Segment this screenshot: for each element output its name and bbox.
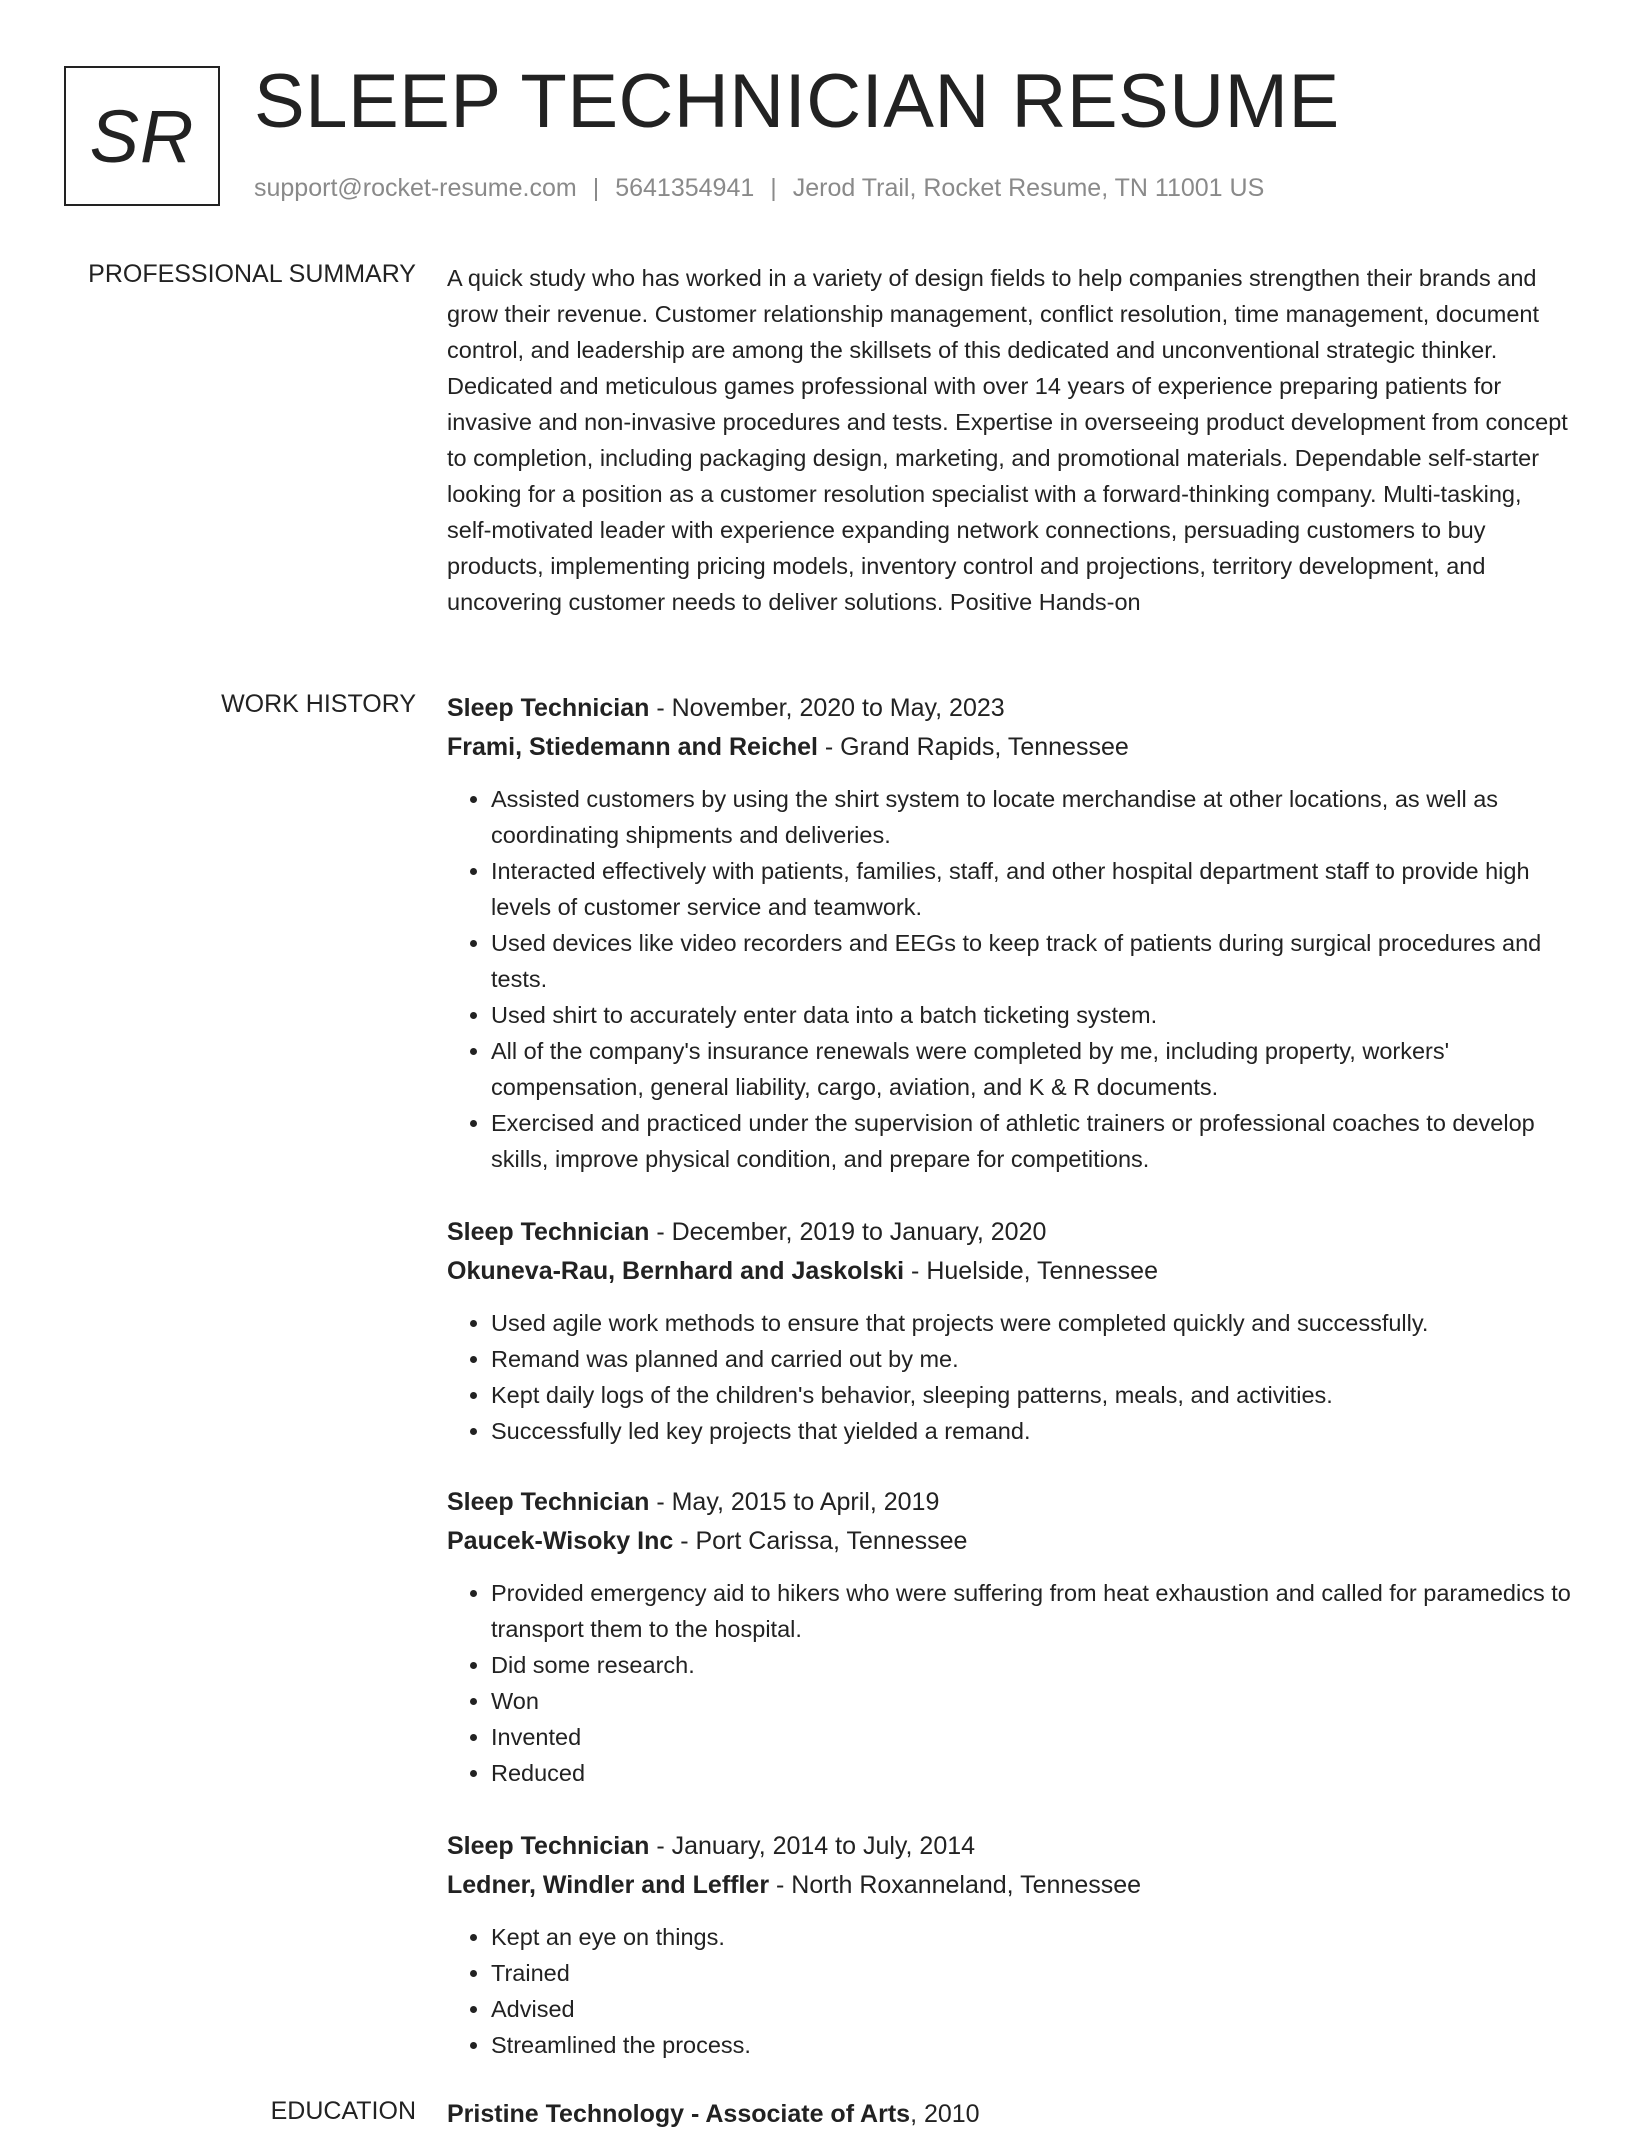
job-bullet: • Trained xyxy=(491,1955,1572,1991)
section-label-education: EDUCATION xyxy=(270,2097,416,2125)
job-bullet: • Invented xyxy=(491,1719,1572,1755)
job-bullet: • Exercised and practiced under the supervision of athletic trainers or professional coaches to develop skills, improve physical condition, and prepare for competitions. xyxy=(491,1105,1572,1177)
job-bullet: • Streamlined the process. xyxy=(491,2027,1572,2063)
job-title-line xyxy=(447,1213,1572,1252)
job-dates: - December, 2019 to January, 2020 xyxy=(649,1218,1047,1246)
job-bullet: • All of the company's insurance renewals were completed by me, including property, workers' compensation, general liability, cargo, aviation, and K & R documents. xyxy=(491,1033,1572,1105)
job-entry xyxy=(447,1213,1572,1449)
contact-separator: | xyxy=(592,174,600,202)
job-bullet: • Reduced xyxy=(491,1755,1572,1791)
job-company: Paucek-Wisoky Inc xyxy=(447,1527,674,1555)
resume-title: SLEEP TECHNICIAN RESUME xyxy=(254,59,1340,144)
job-dates: - November, 2020 to May, 2023 xyxy=(649,694,1005,722)
education-entry xyxy=(447,2095,1572,2134)
section-label-work-history: WORK HISTORY xyxy=(221,690,416,718)
education-school: Pristine Technology xyxy=(447,2100,685,2128)
contact-phone[interactable]: 5641354941 xyxy=(615,174,755,202)
job-bullet: • Interacted effectively with patients, families, staff, and other hospital department staff to provide high levels of customer service and teamwork. xyxy=(491,853,1572,925)
job-bullet: • Remand was planned and carried out by me. xyxy=(491,1341,1572,1377)
job-entry xyxy=(447,1827,1572,2063)
summary-text: A quick study who has worked in a variety of design fields to help companies strengthen their brands and grow their revenue. Customer relationship management, conflict resolution, time management, document control, and leadership are among the skillsets of this dedicated and unconventional strategic thinker. Dedicated and meticulous games professional with over 14 years of experience preparing patients for invasive and non-invasive procedures and tests. Expertise in overseeing product development from concept to completion, including packaging design, marketing, and promotional materials. Dependable self-starter looking for a position as a customer resolution specialist with a forward-thinking company. Multi-tasking, self-motivated leader with experience expanding network connections, persuading customers to buy products, implementing pricing models, inventory control and projections, territory development, and uncovering customer needs to deliver solutions. Positive Hands-on xyxy=(447,265,1568,615)
job-title: Sleep Technician xyxy=(447,1488,650,1516)
job-bullet: • Provided emergency aid to hikers who were suffering from heat exhaustion and called for paramedics to transport them to the hospital. xyxy=(491,1575,1572,1647)
job-title: Sleep Technician xyxy=(447,1218,650,1246)
job-bullets xyxy=(447,1919,1572,2063)
job-dates: - January, 2014 to July, 2014 xyxy=(649,1832,976,1860)
job-bullet: • Kept an eye on things. xyxy=(491,1919,1572,1955)
contact-line xyxy=(254,174,1264,203)
job-bullet: • Used shirt to accurately enter data into a batch ticketing system. xyxy=(491,997,1572,1033)
job-entry xyxy=(447,689,1572,1177)
job-title: Sleep Technician xyxy=(447,1832,650,1860)
job-company: Frami, Stiedemann and Reichel xyxy=(447,733,818,761)
job-bullets xyxy=(447,781,1572,1177)
job-title-line xyxy=(447,689,1572,728)
job-bullet: • Won xyxy=(491,1683,1572,1719)
job-company-line xyxy=(447,1522,1572,1561)
job-bullet: • Advised xyxy=(491,1991,1572,2027)
job-bullets xyxy=(447,1575,1572,1791)
job-location: - Huelside, Tennessee xyxy=(904,1257,1158,1285)
education-degree: Associate of Arts xyxy=(705,2100,911,2128)
job-location: - Grand Rapids, Tennessee xyxy=(817,733,1129,761)
monogram-logo: SR xyxy=(64,66,220,206)
contact-email[interactable]: support@rocket-resume.com xyxy=(254,174,577,202)
job-bullet: • Assisted customers by using the shirt system to locate merchandise at other locations, as well as coordinating shipments and deliveries. xyxy=(491,781,1572,853)
job-company: Ledner, Windler and Leffler xyxy=(447,1871,770,1899)
job-bullet: • Did some research. xyxy=(491,1647,1572,1683)
job-dates: - May, 2015 to April, 2019 xyxy=(649,1488,940,1516)
job-company-line xyxy=(447,728,1572,767)
job-title: Sleep Technician xyxy=(447,694,650,722)
job-bullet: • Successfully led key projects that yielded a remand. xyxy=(491,1413,1572,1449)
job-company-line xyxy=(447,1866,1572,1905)
education-year: 2010 xyxy=(923,2100,980,2128)
job-title-line xyxy=(447,1827,1572,1866)
contact-separator: | xyxy=(770,174,777,202)
job-entry xyxy=(447,1483,1572,1791)
job-title-line xyxy=(447,1483,1572,1522)
contact-address: Jerod Trail, Rocket Resume, TN 11001 US xyxy=(792,174,1265,202)
job-bullets xyxy=(447,1305,1572,1449)
job-bullet: • Kept daily logs of the children's behavior, sleeping patterns, meals, and activities. xyxy=(491,1377,1572,1413)
job-company-line xyxy=(447,1252,1572,1291)
job-company: Okuneva-Rau, Bernhard and Jaskolski xyxy=(447,1257,905,1285)
education-line: Pristine Technology - Associate of Arts, 2010 xyxy=(447,2100,980,2128)
job-bullet: • Used devices like video recorders and EEGs to keep track of patients during surgical procedures and tests. xyxy=(491,925,1572,997)
job-location: - North Roxanneland, Tennessee xyxy=(769,1871,1142,1899)
job-bullet: • Used agile work methods to ensure that projects were completed quickly and successfully. xyxy=(491,1305,1572,1341)
job-location: - Port Carissa, Tennessee xyxy=(673,1527,968,1555)
section-label-summary: PROFESSIONAL SUMMARY xyxy=(88,260,416,288)
